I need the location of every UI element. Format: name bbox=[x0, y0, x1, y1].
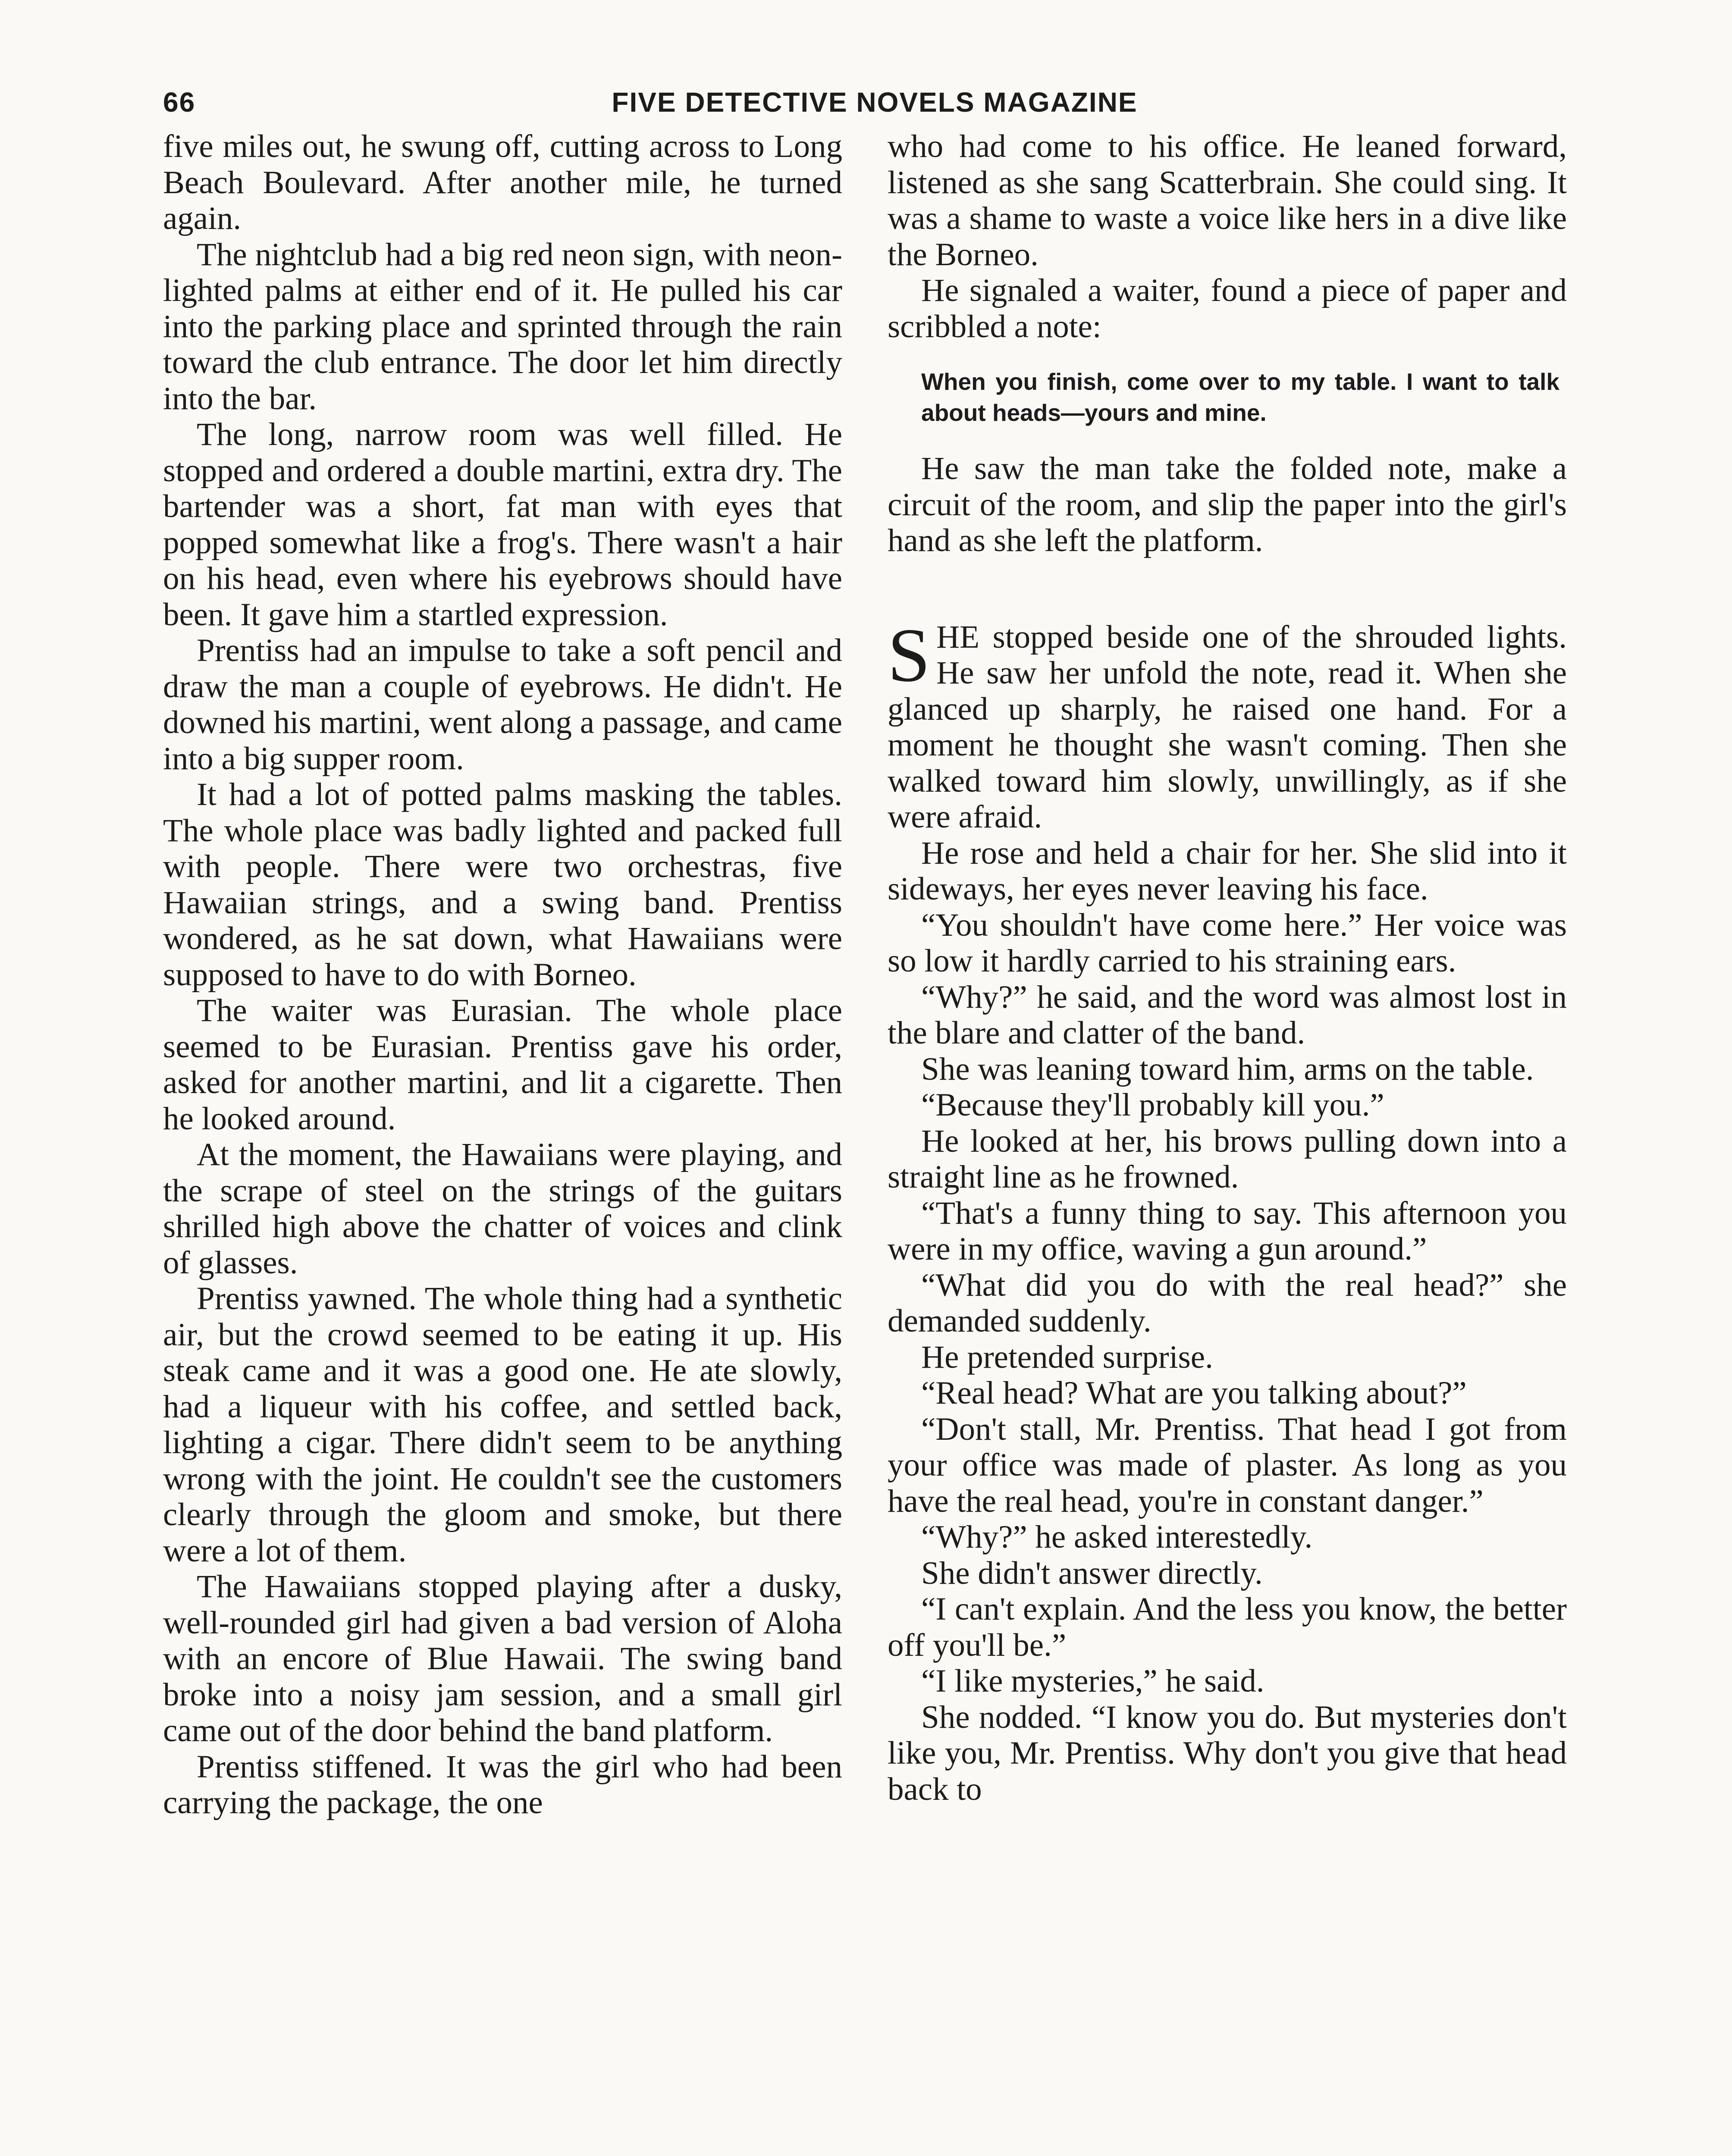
paragraph: Prentiss yawned. The whole thing had a synthetic air, but the crowd seemed to be eating it up. His steak came and it was a good one. He ate slowly, had a liqueur with his coffee, and settled back, lighting a cigar. There didn't seem to be anything wrong with the joint. He couldn't see the customers clearly through the gloom and smoke, but there were a lot of them. bbox=[163, 1281, 842, 1569]
paragraph: She nodded. “I know you do. But mysteries don't like you, Mr. Prentiss. Why don't you give that head back to bbox=[888, 1699, 1567, 1807]
paragraph: The long, narrow room was well filled. He stopped and ordered a double martini, extra dry. The bartender was a short, fat man with eyes that popped somewhat like a frog's. There wasn't a hair on his head, even where his eyebrows should have been. It gave him a startled expression. bbox=[163, 417, 842, 633]
paragraph: “What did you do with the real head?” she demanded suddenly. bbox=[888, 1267, 1567, 1339]
drop-cap: S bbox=[888, 612, 930, 698]
page-number: 66 bbox=[163, 87, 196, 118]
right-column bbox=[888, 128, 1567, 2156]
paragraph: He pretended surprise. bbox=[921, 1339, 1213, 1375]
section-opening-text: HE stopped beside one of the shrouded lights. He saw her unfold the note, read it. When she glanced up sharply, he raised one hand. For a moment he thought she wasn't coming. Then she walked toward him slowly, unwillingly, as if she were afraid. bbox=[888, 619, 1567, 835]
paragraph: He saw the man take the folded note, make a circuit of the room, and slip the paper into the girl's hand as she left the platform. bbox=[888, 451, 1567, 558]
paragraph: The nightclub had a big red neon sign, with neon-lighted palms at either end of it. He pulled his car into the parking place and sprinted through the rain toward the club entrance. The door let him directly into the bar. bbox=[163, 236, 842, 417]
paragraph: She didn't answer directly. bbox=[921, 1555, 1263, 1591]
paragraph: who had come to his office. He leaned forward, listened as she sang Scatterbrain. She could sing. It was a shame to waste a voice like hers in a dive like the Borneo. bbox=[888, 128, 1567, 273]
section-opening-paragraph bbox=[888, 612, 1567, 835]
paragraph: She was leaning toward him, arms on the table. bbox=[921, 1051, 1534, 1087]
left-column bbox=[163, 128, 842, 2156]
handwritten-note-text: When you finish, come over to my table. I want to talk about heads—yours and mine. bbox=[921, 368, 1559, 426]
paragraph: At the moment, the Hawaiians were playing, and the scrape of steel on the strings of the guitars shrilled high above the chatter of voices and clink of glasses. bbox=[163, 1137, 842, 1281]
paragraph: Prentiss had an impulse to take a soft pencil and draw the man a couple of eyebrows. He didn't. He downed his martini, went along a passage, and came into a big supper room. bbox=[163, 633, 842, 777]
paragraph: “I like mysteries,” he said. bbox=[921, 1663, 1264, 1699]
paragraph: The Hawaiians stopped playing after a dusky, well-rounded girl had given a bad version of Aloha with an encore of Blue Hawaii. The swing band broke into a noisy jam session, and a small girl came out of the door behind the band platform. bbox=[163, 1569, 842, 1749]
paragraph: “You shouldn't have come here.” Her voice was so low it hardly carried to his straining ears. bbox=[888, 907, 1567, 979]
paragraph: He looked at her, his brows pulling down into a straight line as he frowned. bbox=[888, 1123, 1567, 1195]
paragraph: Prentiss stiffened. It was the girl who had been carrying the package, the one bbox=[163, 1749, 842, 1821]
paragraph: He signaled a waiter, found a piece of paper and scribbled a note: bbox=[888, 273, 1567, 345]
paragraph: five miles out, he swung off, cutting across to Long Beach Boulevard. After another mile, he turned again. bbox=[163, 128, 842, 236]
paragraph: “I can't explain. And the less you know, the better off you'll be.” bbox=[888, 1591, 1567, 1663]
paragraph: He rose and held a chair for her. She slid into it sideways, her eyes never leaving his face. bbox=[888, 835, 1567, 907]
paragraph: “That's a funny thing to say. This afternoon you were in my office, waving a gun around.” bbox=[888, 1195, 1567, 1267]
paragraph: “Why?” he said, and the word was almost lost in the blare and clatter of the band. bbox=[888, 979, 1567, 1051]
paragraph: It had a lot of potted palms masking the tables. The whole place was badly lighted and packed full with people. There were two orchestras, five Hawaiian strings, and a swing band. Prentiss wondered, as he sat down, what Hawaiians were supposed to have to do with Borneo. bbox=[163, 777, 842, 993]
paragraph: The waiter was Eurasian. The whole place seemed to be Eurasian. Prentiss gave his order, asked for another martini, and lit a cigarette. Then he looked around. bbox=[163, 993, 842, 1137]
section-break bbox=[888, 559, 1567, 619]
paragraph: “Why?” he asked interestedly. bbox=[921, 1519, 1313, 1555]
page-header bbox=[163, 86, 1586, 125]
magazine-title: FIVE DETECTIVE NOVELS MAGAZINE bbox=[612, 87, 1138, 118]
paragraph: “Because they'll probably kill you.” bbox=[921, 1087, 1384, 1123]
paragraph: “Real head? What are you talking about?” bbox=[921, 1375, 1467, 1411]
paragraph: “Don't stall, Mr. Prentiss. That head I got from your office was made of plaster. As long as you have the real head, you're in constant danger.” bbox=[888, 1411, 1567, 1519]
